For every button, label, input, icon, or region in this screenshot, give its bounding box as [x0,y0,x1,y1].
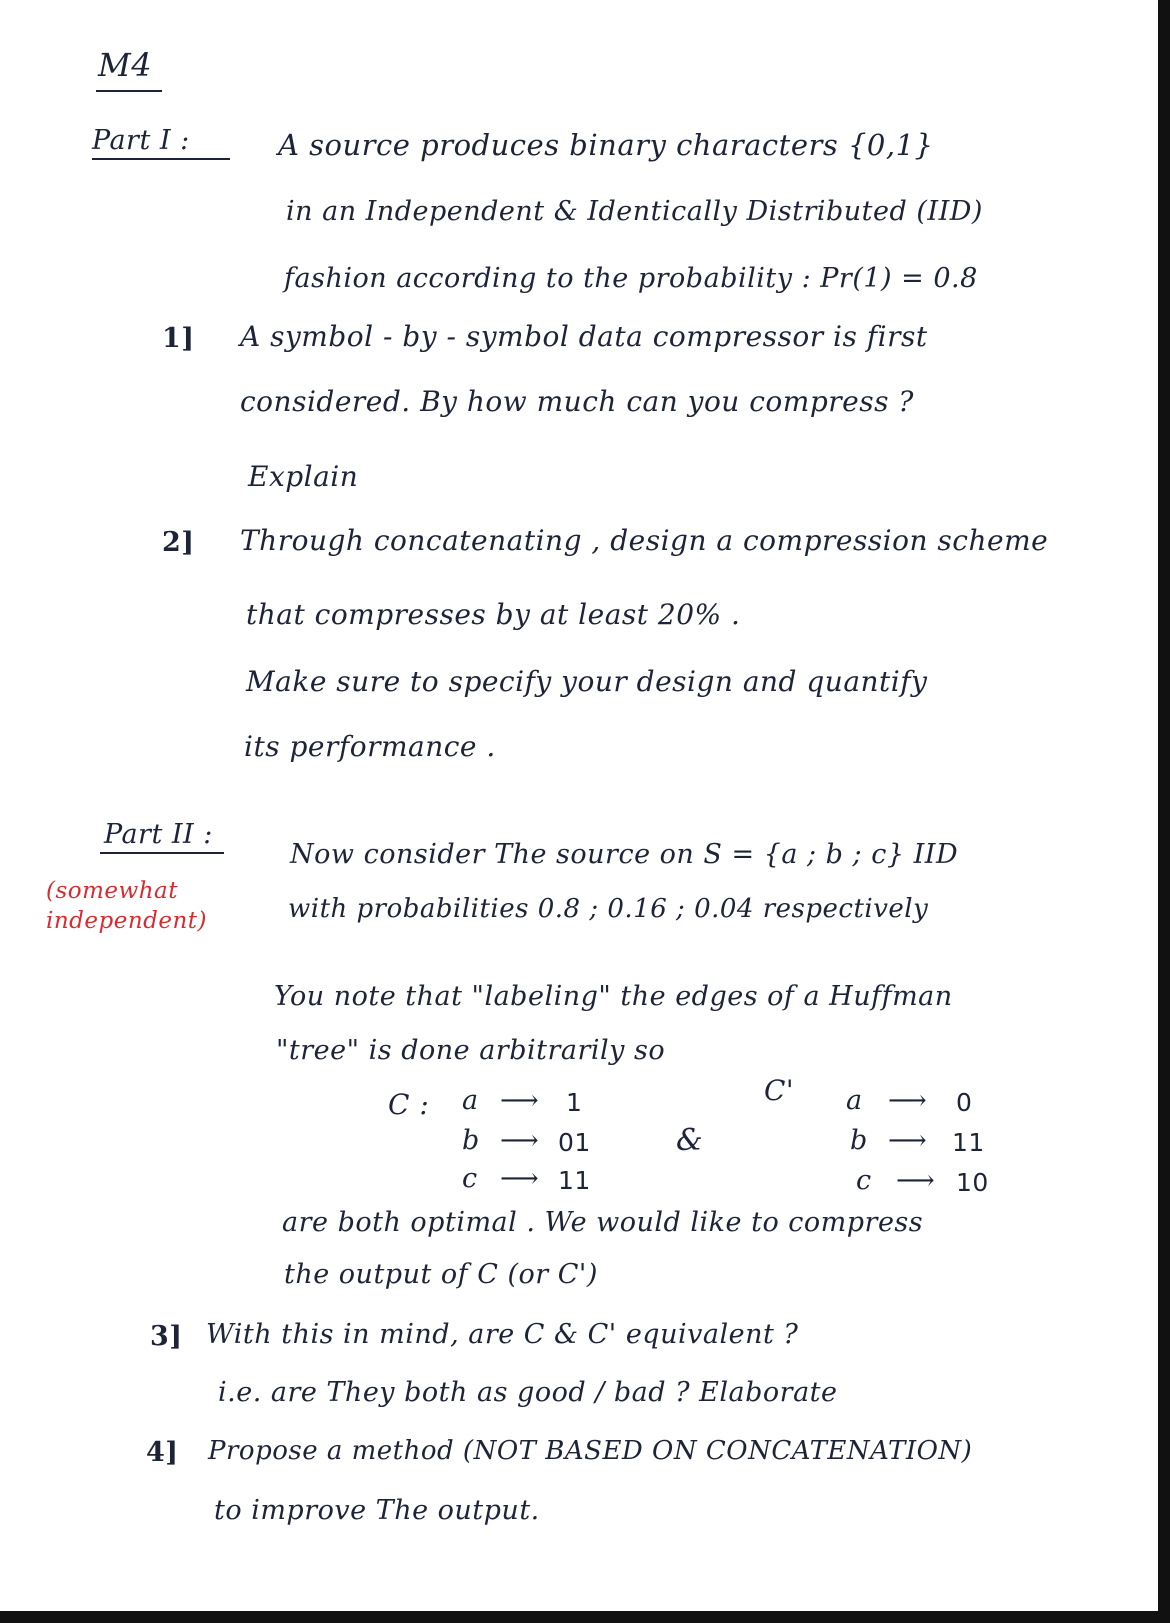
code-c-symbol: a [462,1085,479,1116]
q2-line-1: Through concatenating , design a compression scheme [240,524,1049,557]
part2-label: Part II : [104,819,213,850]
arrow-icon: ⟶ [896,1165,936,1196]
arrow-icon: ⟶ [500,1085,540,1116]
arrow-icon: ⟶ [888,1085,928,1116]
part2-underline [100,852,224,854]
code-c-prime-codeword: 11 [952,1128,985,1157]
code-c-name: C : [388,1088,430,1121]
q2-line-3: Make sure to specify your design and quantify [246,665,928,698]
title-underline [96,90,162,92]
part1-label: Part I : [92,125,190,156]
code-c-prime-codeword: 0 [956,1088,973,1117]
part2-line-3: You note that "labeling" the edges of a Huffman [274,981,953,1012]
page-edge-bottom [0,1611,1170,1623]
part2-line-4: "tree" is done arbitrarily so [276,1035,666,1066]
part2-line-1: Now consider The source on S = {a ; b ; c} IID [290,839,959,870]
q1-line-1: A symbol - by - symbol data compressor is first [240,320,928,353]
code-c-codeword: 11 [558,1166,591,1195]
arrow-icon: ⟶ [500,1163,540,1194]
code-c-prime-symbol: c [856,1165,872,1196]
code-c-prime-symbol: b [850,1125,868,1156]
q1-number: 1] [162,323,195,354]
arrow-icon: ⟶ [888,1125,928,1156]
part2-line-2: with probabilities 0.8 ; 0.16 ; 0.04 respectively [288,894,929,924]
after-codes-line-1: are both optimal . We would like to compress [282,1207,924,1238]
part2-note: (somewhat independent) [46,878,208,934]
part1-line-1: A source produces binary characters {0,1} [278,128,934,162]
code-c-codeword: 01 [558,1128,591,1157]
code-c-prime-symbol: a [846,1085,863,1116]
part1-underline [92,158,230,160]
q4-line-1: Propose a method (NOT BASED ON CONCATENATION) [208,1436,973,1466]
q2-line-4: its performance . [244,730,496,763]
q4-line-2: to improve The output. [214,1495,540,1526]
after-codes-line-2: the output of C (or C') [284,1259,598,1290]
part1-line-3: fashion according to the probability : Pr(1) = 0.8 [284,263,978,294]
q3-line-2: i.e. are They both as good / bad ? Elaborate [218,1377,838,1408]
code-c-symbol: c [462,1163,478,1194]
code-c-prime-name: C' [764,1074,795,1107]
ampersand: & [676,1123,704,1158]
part1-line-2: in an Independent & Identically Distributed (IID) [286,196,983,227]
code-c-codeword: 1 [566,1088,583,1117]
q2-line-2: that compresses by at least 20% . [246,598,741,631]
code-c-prime-codeword: 10 [956,1168,989,1197]
q3-number: 3] [150,1321,183,1352]
page-title: M4 [98,46,153,84]
arrow-icon: ⟶ [500,1125,540,1156]
q1-line-3: Explain [248,460,359,493]
q4-number: 4] [146,1437,179,1468]
page-edge-right [1158,0,1170,1623]
q3-line-1: With this in mind, are C & C' equivalent ? [206,1319,799,1350]
q1-line-2: considered. By how much can you compress ? [240,385,914,418]
q2-number: 2] [162,527,195,558]
code-c-symbol: b [462,1125,480,1156]
